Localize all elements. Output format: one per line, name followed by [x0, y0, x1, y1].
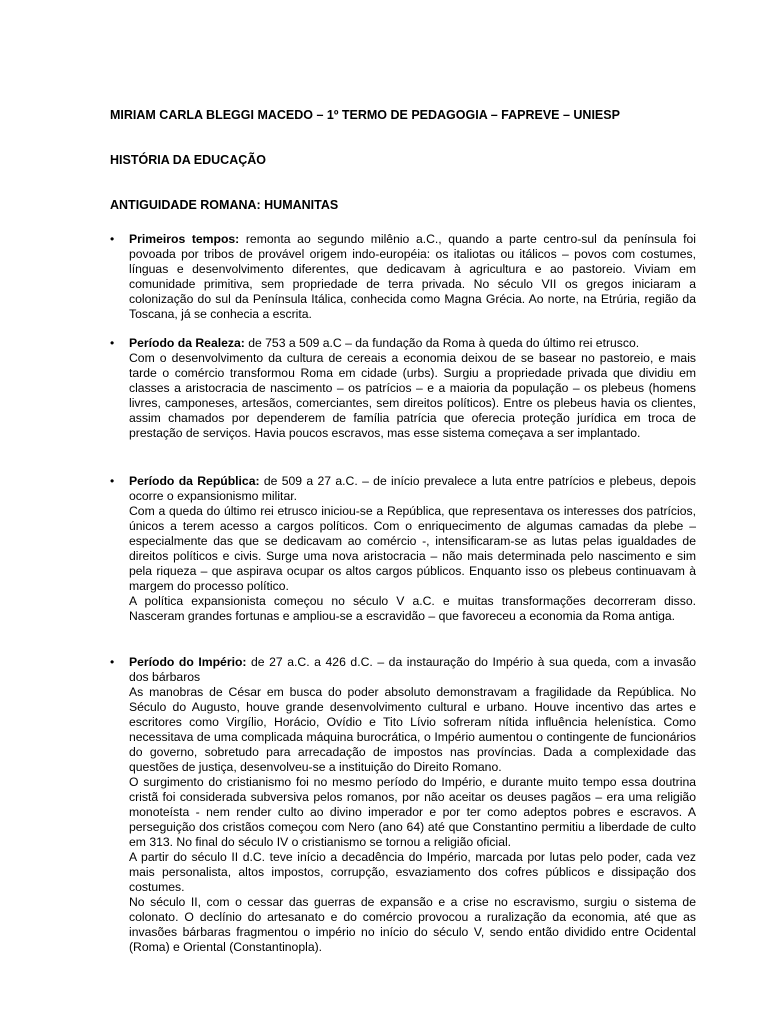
paragraph-text: A partir do século II d.C. teve início a decadência do Império, marcada por lutas pelo poder, cada vez mais personalista, altos impostos, corrupção, esvaziamento dos cofres públicos e dissipação dos costumes.: [129, 850, 696, 894]
paragraph: [129, 474, 696, 504]
section-body: [129, 474, 696, 624]
section-periodo-republica: [110, 474, 696, 624]
paragraph: [129, 336, 696, 351]
paragraph-text: remonta ao segundo milênio a.C., quando a parte centro-sul da península foi povoada por tribos de provável origem indo-européia: os italiotas ou itálicos – povos com costumes, línguas e desenvolvimento diferentes, que dedicavam à agricultura e ao pastoreio. Viviam em comunidade primitiva, sem propriedade de terra privada. No século VII os gregos iniciaram a colonização do sul da Península Itálica, conhecida como Magna Grécia. Ao norte, na Etrúria, região da Toscana, já se conhecia a escrita.: [129, 232, 697, 321]
bullet-icon: •: [110, 336, 115, 350]
section-term: Primeiros tempos:: [129, 232, 240, 246]
paragraph: [129, 655, 696, 685]
subject-title: HISTÓRIA DA EDUCAÇÃO: [110, 153, 267, 167]
section-primeiros-tempos: [110, 232, 696, 322]
bullet-icon: •: [110, 655, 115, 669]
paragraph-text: A política expansionista começou no século V a.C. e muitas transformações decorreram disso. Nasceram grandes fortunas e ampliou-se a escravidão – que favoreceu a economia da Roma antiga.: [129, 594, 696, 623]
author-line: MIRIAM CARLA BLEGGI MACEDO – 1º TERMO DE PEDAGOGIA – FAPREVE – UNIESP: [110, 108, 620, 122]
section-body: [129, 336, 696, 441]
section-term: Período do Império:: [129, 655, 247, 669]
section-body: [129, 655, 696, 955]
section-periodo-imperio: [110, 655, 696, 955]
paragraph-text: Com a queda do último rei etrusco iniciou-se a República, que representava os interesses dos patrícios, únicos a terem acesso a cargos políticos. Com o enriquecimento de algumas camadas da plebe – especialmente das que se dedicavam ao comércio -, intensificaram-se as lutas pelas igualdades de direitos políticos e civis. Surge uma nova aristocracia – não mais determinada pelo nascimento e sim pela riqueza – que aspirava ocupar os altos cargos públicos. Enquanto isso os plebeus continuavam à margem do processo político.: [129, 504, 696, 593]
paragraph-text: de 753 a 509 a.C – da fundação da Roma à queda do último rei etrusco.: [244, 336, 640, 350]
section-term: Período da Realeza:: [129, 336, 245, 350]
section-body: [129, 232, 696, 322]
paragraph: [129, 232, 696, 322]
bullet-icon: •: [110, 474, 115, 488]
paragraph-text: de 27 a.C. a 426 d.C. – da instauração do Império à sua queda, com a invasão dos bárbaros: [129, 655, 697, 684]
paragraph-text: Com o desenvolvimento da cultura de cereais a economia deixou de se basear no pastoreio, e mais tarde o comércio transformou Roma em cidade (urbs). Surgiu a propriedade privada que dividiu em classes a aristocracia de nascimento – os patrícios – e a maioria da população – os plebeus (homens livres, camponeses, artesãos, comerciantes, sem direitos políticos). Entre os plebeus havia os clientes, assim chamados por dependerem de família patrícia que oferecia proteção jurídica em troca de prestação de serviços. Havia poucos escravos, mas esse sistema começava a ser implantado.: [129, 351, 696, 440]
section-periodo-realeza: [110, 336, 696, 441]
paragraph-text: As manobras de César em busca do poder absoluto demonstravam a fragilidade da República. No Século do Augusto, houve grande desenvolvimento cultural e urbano. Houve incentivo das artes e escritores como Virgílio, Horácio, Ovídio e Tito Lívio sofreram nítida influência helenística. Como necessitava de uma complicada máquina burocrática, o Império aumentou o contingente de funcionários do governo, sobretudo para arrecadação de impostos nas províncias. Dada a complexidade das questões de justiça, desenvolveu-se a instituição do Direito Romano.: [129, 685, 696, 774]
section-term: Período da República:: [129, 474, 260, 488]
paragraph-text: de 509 a 27 a.C. – de início prevalece a luta entre patrícios e plebeus, depois ocorre o expansionismo militar.: [129, 474, 696, 503]
paragraph-text: O surgimento do cristianismo foi no mesmo período do Império, e durante muito tempo essa doutrina cristã foi considerada subversiva pelos romanos, por não aceitar os deuses pagãos – era uma religião monoteísta - nem render culto ao divino imperador e por ter como adeptos pobres e escravos. A perseguição dos cristãos começou com Nero (ano 64) até que Constantino permitiu a liberdade de culto em 313. No final do século IV o cristianismo se tornou a religião oficial.: [129, 775, 696, 849]
bullet-icon: •: [110, 232, 115, 246]
topic-title: ANTIGUIDADE ROMANA: HUMANITAS: [110, 198, 339, 212]
paragraph-text: No século II, com o cessar das guerras de expansão e a crise no escravismo, surgiu o sistema de colonato. O declínio do artesanato e do comércio provocou a ruralização da economia, até que as invasões bárbaras fragmentou o império no início do século V, sendo então dividido entre Ocidental (Roma) e Oriental (Constantinopla).: [129, 895, 696, 954]
